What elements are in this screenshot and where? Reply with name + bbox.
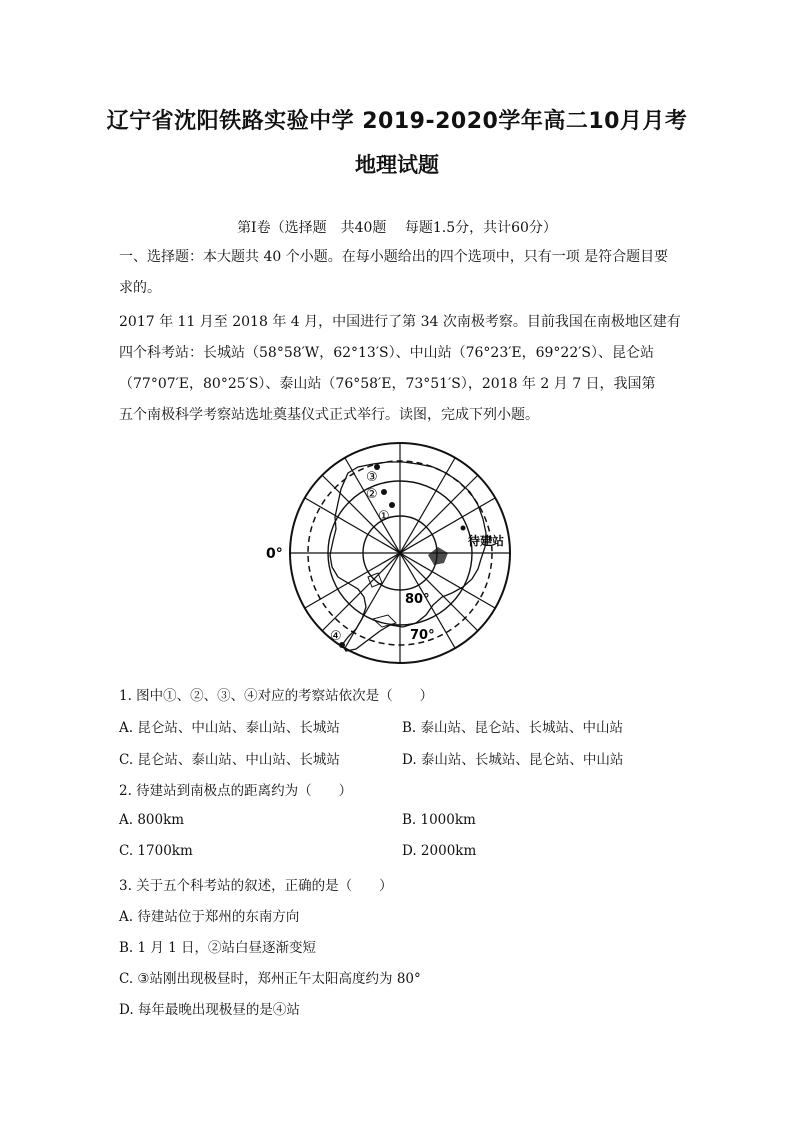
- meridian-lines: [290, 443, 510, 663]
- latitude-70-label: 70°: [410, 628, 435, 643]
- station-marker-3: ③: [366, 470, 378, 485]
- page-subtitle: 地理试题: [355, 153, 439, 177]
- station-marker-1: ①: [378, 509, 390, 524]
- question-1-stem: 1. 图中①、②、③、④对应的考察站依次是（ ）: [119, 688, 434, 704]
- question-1-option-d[interactable]: D. 泰山站、长城站、昆仑站、中山站: [402, 752, 624, 768]
- passage-line: 四个科考站：长城站（58°58′W，62°13′S）、中山站（76°23′E，69°22′S）、昆仑站: [119, 345, 655, 361]
- station-dot-1: [389, 502, 395, 508]
- instructions-line: 一、选择题：本大题共 40 个小题。在每小题给出的四个选项中，只有一项 是符合题目要: [119, 249, 669, 265]
- question-3-option-c[interactable]: C. ③站刚出现极昼时，郑州正午太阳高度约为 80°: [119, 971, 421, 987]
- question-1-option-a[interactable]: A. 昆仑站、中山站、泰山站、长城站: [119, 720, 340, 736]
- station-marker-2: ②: [366, 487, 378, 502]
- station-marker-4: ④: [330, 629, 342, 644]
- question-2-stem: 2. 待建站到南极点的距离约为（ ）: [119, 783, 353, 799]
- question-3-option-b[interactable]: B. 1 月 1 日，②站白昼逐渐变短: [119, 940, 317, 956]
- instructions-line: 求的。: [119, 280, 161, 296]
- question-2-option-d[interactable]: D. 2000km: [402, 843, 477, 859]
- instructions: [119, 242, 679, 304]
- question-3-option-a[interactable]: A. 待建站位于郑州的东南方向: [119, 909, 300, 925]
- question-2-option-c[interactable]: C. 1700km: [119, 843, 193, 859]
- question-3-stem: 3. 关于五个科考站的叙述，正确的是（ ）: [119, 878, 393, 894]
- station-dot-2: [381, 489, 387, 495]
- passage: [119, 307, 679, 431]
- passage-line: 2017 年 11 月至 2018 年 4 月，中国进行了第 34 次南极考察。目前我国在南极地区建有: [119, 314, 681, 330]
- station-dot-proposed: [461, 526, 466, 531]
- proposed-station-label: 待建站: [468, 534, 505, 548]
- question-1-option-c[interactable]: C. 昆仑站、泰山站、中山站、长城站: [119, 752, 340, 768]
- ice-shelf-patch: [428, 547, 448, 565]
- meridian-0-label: 0°: [266, 546, 283, 562]
- section-heading: 第Ⅰ卷（选择题 共40题 每题1.5分，共计60分）: [237, 220, 557, 236]
- question-2-option-a[interactable]: A. 800km: [119, 812, 185, 828]
- question-2-option-b[interactable]: B. 1000km: [402, 812, 476, 828]
- antarctica-polar-map: [266, 437, 538, 669]
- question-3-option-d[interactable]: D. 每年最晚出现极昼的是④站: [119, 1002, 300, 1018]
- passage-line: 五个南极科学考察站选址奠基仪式正式举行。读图，完成下列小题。: [119, 407, 539, 423]
- passage-line: （77°07′E，80°25′S）、泰山站（76°58′E，73°51′S），2018 年 2 月 7 日，我国第: [119, 376, 656, 392]
- question-1-option-b[interactable]: B. 泰山站、昆仑站、长城站、中山站: [402, 720, 624, 736]
- latitude-80-label: 80°: [405, 592, 430, 607]
- page-title: 辽宁省沈阳铁路实验中学 2019-2020学年高二10月月考: [106, 109, 688, 134]
